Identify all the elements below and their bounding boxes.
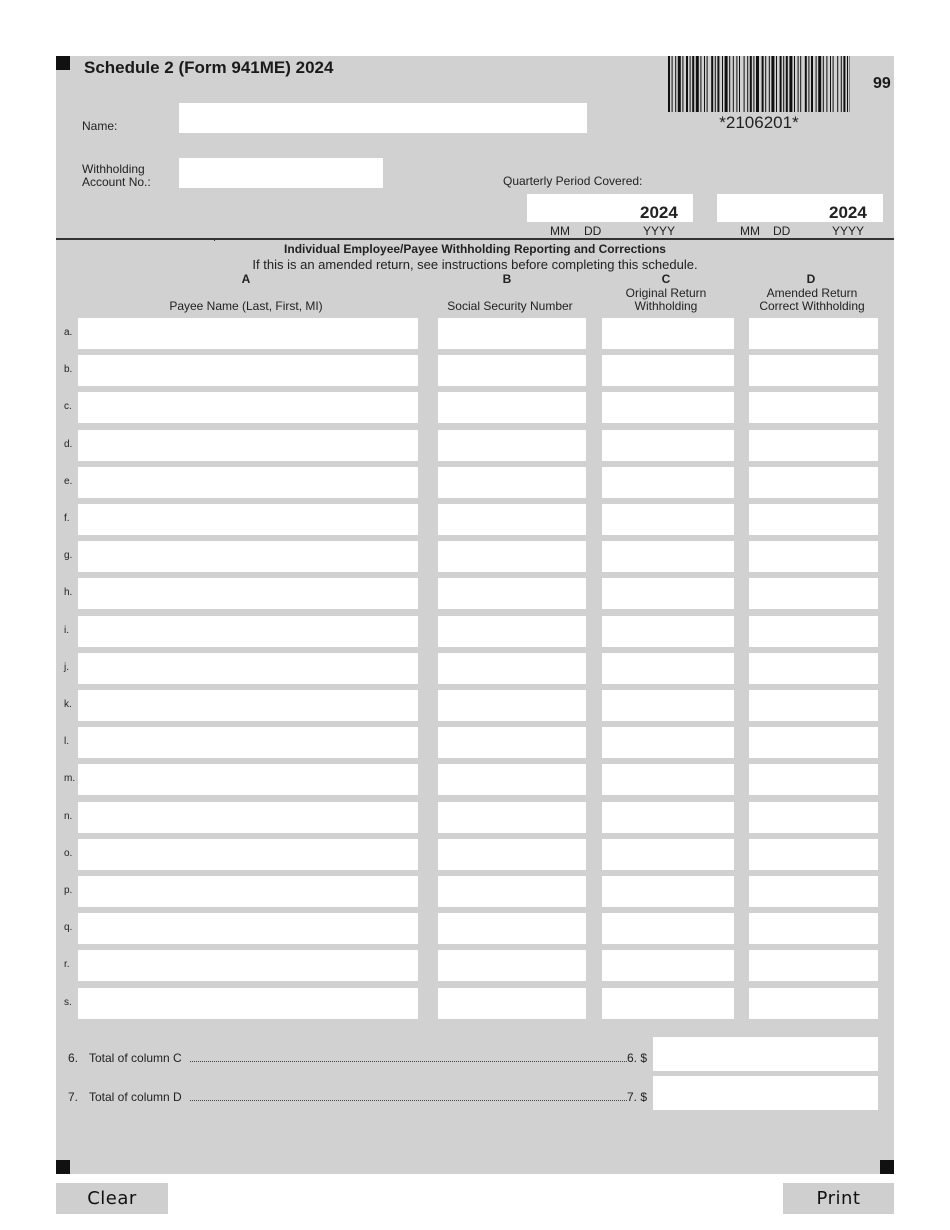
payee-name-input[interactable]: [78, 727, 418, 758]
original-withholding-input[interactable]: [602, 392, 734, 423]
correct-withholding-input[interactable]: [749, 802, 878, 833]
barcode-bar: [733, 56, 734, 112]
section-heading: Individual Employee/Payee Withholding Reporting and Corrections: [284, 242, 666, 256]
payee-name-input[interactable]: [78, 876, 418, 907]
form-code: 99: [873, 75, 891, 92]
barcode-bar: [786, 56, 788, 112]
ssn-input[interactable]: [438, 950, 586, 981]
original-withholding-input[interactable]: [602, 355, 734, 386]
barcode-bar: [800, 56, 801, 112]
period-end-field[interactable]: [717, 194, 883, 222]
original-withholding-input[interactable]: [602, 839, 734, 870]
original-withholding-input[interactable]: [602, 802, 734, 833]
ssn-input[interactable]: [438, 839, 586, 870]
payee-name-input[interactable]: [78, 802, 418, 833]
total-c-ref: 6. $: [627, 1051, 648, 1065]
name-input[interactable]: [179, 103, 587, 133]
barcode-bar: [690, 56, 691, 112]
account-input[interactable]: [179, 158, 383, 188]
barcode-bar: [715, 56, 716, 112]
period-start-dd: DD: [584, 224, 602, 238]
registration-mark-top-left: [56, 56, 70, 70]
column-a-title: Payee Name (Last, First, MI): [169, 299, 323, 313]
total-d-input[interactable]: [653, 1076, 878, 1110]
barcode-bar: [717, 56, 719, 112]
row-label: p.: [64, 885, 73, 896]
ssn-input[interactable]: [438, 430, 586, 461]
row-label: d.: [64, 439, 73, 450]
section-divider: [56, 238, 894, 240]
payee-name-input[interactable]: [78, 764, 418, 795]
column-b-title: Social Security Number: [447, 299, 573, 313]
barcode-bar: [776, 56, 777, 112]
period-start-year: 2024: [640, 203, 678, 222]
payee-name-input[interactable]: [78, 988, 418, 1019]
barcode-bar: [830, 56, 831, 112]
row-label: s.: [64, 997, 72, 1008]
payee-name-input[interactable]: [78, 355, 418, 386]
total-d-label: Total of column D: [89, 1090, 182, 1104]
barcode-bar: [692, 56, 694, 112]
ssn-input[interactable]: [438, 578, 586, 609]
ssn-input[interactable]: [438, 653, 586, 684]
original-withholding-input[interactable]: [602, 504, 734, 535]
barcode-bar: [668, 56, 670, 112]
original-withholding-input[interactable]: [602, 950, 734, 981]
barcode-bar: [700, 56, 701, 112]
original-withholding-input[interactable]: [602, 653, 734, 684]
correct-withholding-input[interactable]: [749, 913, 878, 944]
period-end-yyyy: YYYY: [832, 224, 865, 238]
ssn-input[interactable]: [438, 764, 586, 795]
column-c-letter: C: [661, 272, 671, 286]
barcode-bar: [696, 56, 699, 112]
original-withholding-input[interactable]: [602, 318, 734, 349]
correct-withholding-input[interactable]: [749, 727, 878, 758]
ssn-input[interactable]: [438, 318, 586, 349]
barcode-bar: [823, 56, 824, 112]
correct-withholding-input[interactable]: [749, 504, 878, 535]
account-label-line1: Withholding: [82, 162, 145, 176]
original-withholding-input[interactable]: [602, 913, 734, 944]
original-withholding-input[interactable]: [602, 467, 734, 498]
barcode-bar: [841, 56, 842, 112]
row-label: k.: [64, 699, 72, 710]
total-c-input[interactable]: [653, 1037, 878, 1071]
payee-name-input[interactable]: [78, 504, 418, 535]
row-label: g.: [64, 550, 73, 561]
ssn-input[interactable]: [438, 467, 586, 498]
original-withholding-input[interactable]: [602, 764, 734, 795]
ssn-input[interactable]: [438, 616, 586, 647]
ssn-input[interactable]: [438, 504, 586, 535]
row-label: b.: [64, 364, 73, 375]
period-label: Quarterly Period Covered:: [503, 174, 643, 188]
payee-name-input[interactable]: [78, 392, 418, 423]
original-withholding-input[interactable]: [602, 690, 734, 721]
form-title: Schedule 2 (Form 941ME) 2024: [84, 58, 334, 77]
column-d-letter: D: [806, 272, 816, 286]
original-withholding-input[interactable]: [602, 616, 734, 647]
payee-name-input[interactable]: [78, 653, 418, 684]
payee-name-input[interactable]: [78, 839, 418, 870]
period-end-mm: MM: [740, 224, 760, 238]
print-button[interactable]: Print: [783, 1183, 894, 1214]
barcode-bar: [678, 56, 681, 112]
barcode-bar: [816, 56, 817, 112]
payee-name-input[interactable]: [78, 913, 418, 944]
section-subheading: If this is an amended return, see instructions before completing this schedule.: [252, 257, 698, 272]
column-d-title-line1: Amended Return: [766, 286, 858, 300]
barcode-bar: [722, 56, 723, 112]
original-withholding-input[interactable]: [602, 876, 734, 907]
barcode-bar: [736, 56, 737, 112]
row-label: f.: [64, 513, 70, 524]
barcode-bar: [794, 56, 795, 112]
original-withholding-input[interactable]: [602, 727, 734, 758]
barcode-bar: [818, 56, 821, 112]
column-c-title-line2: Withholding: [634, 299, 698, 313]
correct-withholding-input[interactable]: [749, 950, 878, 981]
row-label: j.: [64, 662, 69, 673]
barcode-bar: [837, 56, 838, 112]
barcode-bar: [765, 56, 766, 112]
row-label: i.: [64, 625, 69, 636]
correct-withholding-input[interactable]: [749, 876, 878, 907]
clear-button[interactable]: Clear: [56, 1183, 168, 1214]
barcode-bar: [711, 56, 713, 112]
barcode-bar: [675, 56, 676, 112]
column-b-letter: B: [502, 272, 512, 286]
barcode-bar: [744, 56, 745, 112]
row-label: n.: [64, 811, 73, 822]
barcode-bar: [771, 56, 774, 112]
row-label: r.: [64, 959, 70, 970]
ssn-input[interactable]: [438, 541, 586, 572]
barcode-bar: [686, 56, 688, 112]
original-withholding-input[interactable]: [602, 541, 734, 572]
total-c-label: Total of column C: [89, 1051, 182, 1065]
payee-name-input[interactable]: [78, 430, 418, 461]
ssn-input[interactable]: [438, 802, 586, 833]
ssn-input[interactable]: [438, 355, 586, 386]
row-label: q.: [64, 922, 73, 933]
column-c-title-line1: Original Return: [625, 286, 707, 300]
barcode-bar: [672, 56, 673, 112]
registration-mark-bottom-left: [56, 1160, 70, 1174]
correct-withholding-input[interactable]: [749, 467, 878, 498]
row-label: a.: [64, 327, 73, 338]
period-end-dd: DD: [773, 224, 791, 238]
barcode-bar: [783, 56, 784, 112]
row-label: l.: [64, 736, 69, 747]
payee-name-input[interactable]: [78, 616, 418, 647]
row-label: o.: [64, 848, 73, 859]
barcode-bar: [756, 56, 759, 112]
correct-withholding-input[interactable]: [749, 392, 878, 423]
barcode-bar: [805, 56, 807, 112]
barcode-bar: [808, 56, 809, 112]
row-label: h.: [64, 587, 73, 598]
original-withholding-input[interactable]: [602, 430, 734, 461]
correct-withholding-input[interactable]: [749, 690, 878, 721]
barcode-bar: [789, 56, 792, 112]
barcode-bar: [750, 56, 752, 112]
barcode: [668, 56, 850, 112]
correct-withholding-input[interactable]: [749, 355, 878, 386]
total-c-number: 6.: [68, 1051, 79, 1065]
barcode-bar: [826, 56, 827, 112]
payee-name-input[interactable]: [78, 318, 418, 349]
period-end-year: 2024: [829, 203, 867, 222]
barcode-bar: [798, 56, 799, 112]
total-d-number: 7.: [68, 1090, 79, 1104]
barcode-bar: [780, 56, 782, 112]
correct-withholding-input[interactable]: [749, 578, 878, 609]
payee-name-input[interactable]: [78, 578, 418, 609]
period-start-field[interactable]: [527, 194, 693, 222]
barcode-bar: [753, 56, 754, 112]
barcode-text: *2106201*: [719, 113, 799, 132]
correct-withholding-input[interactable]: [749, 988, 878, 1019]
correct-withholding-input[interactable]: [749, 839, 878, 870]
barcode-bar: [707, 56, 708, 112]
barcode-bar: [739, 56, 740, 112]
payee-name-input[interactable]: [78, 541, 418, 572]
barcode-bar: [729, 56, 730, 112]
correct-withholding-input[interactable]: [749, 653, 878, 684]
total-d-ref: 7. $: [627, 1090, 648, 1104]
name-label: Name:: [82, 119, 118, 133]
registration-mark-bottom-right: [880, 1160, 894, 1174]
barcode-bar: [747, 56, 748, 112]
ssn-input[interactable]: [438, 727, 586, 758]
period-start-yyyy: YYYY: [643, 224, 676, 238]
barcode-bar: [769, 56, 770, 112]
total-d-leader: [190, 1090, 627, 1101]
payee-name-input[interactable]: [78, 467, 418, 498]
column-a-letter: A: [241, 272, 251, 286]
row-label: m.: [64, 773, 76, 784]
ssn-input[interactable]: [438, 690, 586, 721]
payee-name-input[interactable]: [78, 950, 418, 981]
payee-name-input[interactable]: [78, 690, 418, 721]
row-label: c.: [64, 401, 72, 412]
total-c-leader: [190, 1051, 627, 1062]
barcode-bar: [725, 56, 728, 112]
barcode-bar: [704, 56, 705, 112]
ssn-input[interactable]: [438, 988, 586, 1019]
barcode-bar: [811, 56, 813, 112]
ssn-input[interactable]: [438, 876, 586, 907]
barcode-bar: [682, 56, 683, 112]
correct-withholding-input[interactable]: [749, 430, 878, 461]
barcode-bar: [762, 56, 764, 112]
period-start-mm: MM: [550, 224, 570, 238]
original-withholding-input[interactable]: [602, 578, 734, 609]
barcode-bar: [847, 56, 848, 112]
original-withholding-input[interactable]: [602, 988, 734, 1019]
row-label: e.: [64, 476, 73, 487]
account-label-line2: Account No.:: [82, 175, 151, 189]
ssn-input[interactable]: [438, 913, 586, 944]
correct-withholding-input[interactable]: [749, 764, 878, 795]
barcode-bar: [843, 56, 845, 112]
barcode-bar: [833, 56, 834, 112]
correct-withholding-input[interactable]: [749, 616, 878, 647]
correct-withholding-input[interactable]: [749, 318, 878, 349]
correct-withholding-input[interactable]: [749, 541, 878, 572]
column-d-title-line2: Correct Withholding: [759, 299, 865, 313]
section-divider-tick: [214, 238, 215, 241]
ssn-input[interactable]: [438, 392, 586, 423]
